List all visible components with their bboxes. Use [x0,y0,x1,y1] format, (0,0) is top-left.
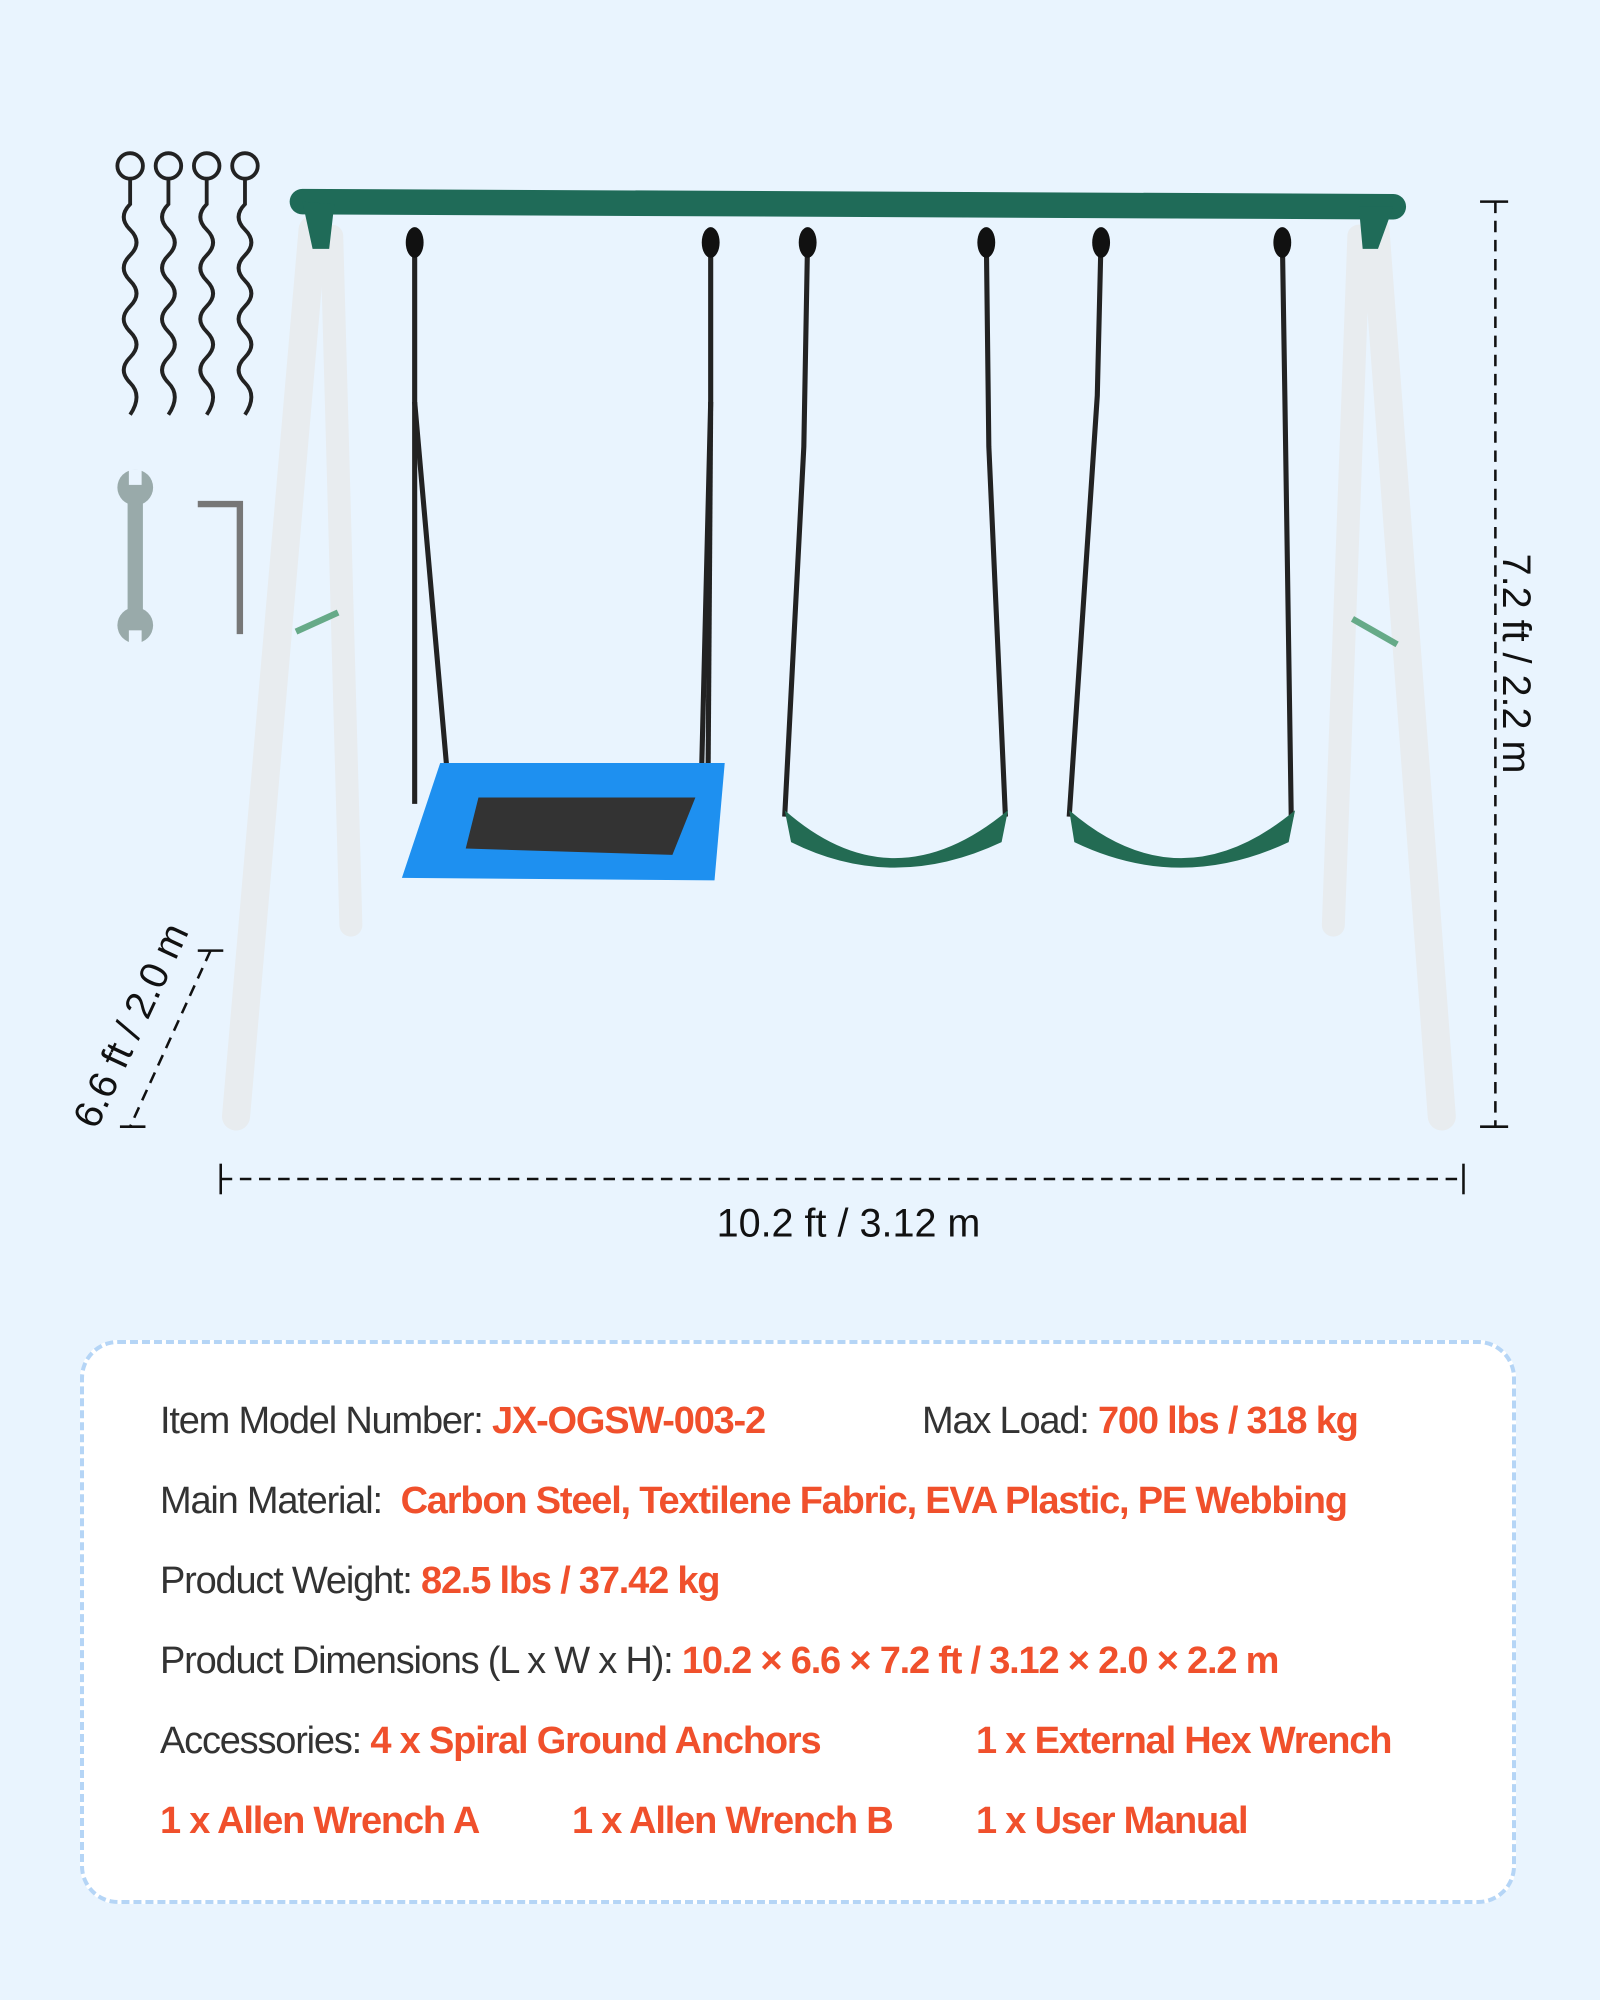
dimensions-label: Product Dimensions (L x W x H): [160,1640,673,1682]
spec-card [80,1340,1516,1904]
width-dimension: 6.6 ft / 2.0 m [64,916,198,1135]
length-dimension: 10.2 ft / 3.12 m [716,1201,981,1246]
dimensions-value: 10.2 × 6.6 × 7.2 ft / 3.12 × 2.0 × 2.2 m [681,1640,1279,1682]
max-load-row [922,1400,1358,1443]
blue-platform-seat [402,763,725,880]
model-value: JX-OGSW-003-2 [492,1400,765,1442]
material-row [160,1480,1347,1523]
accessory-item: 4 x Spiral Ground Anchors [370,1720,821,1762]
ropes [415,236,1292,817]
height-dimension: 7.2 ft / 2.2 m [1494,553,1539,774]
weight-value: 82.5 lbs / 37.42 kg [421,1560,720,1602]
weight-row [160,1560,719,1603]
dimensions-row [160,1640,1278,1683]
belt-seat-2 [1069,810,1295,867]
model-row [160,1400,765,1443]
accessory-item: 1 x Allen Wrench B [572,1800,893,1842]
accessories-label: Accessories: [160,1720,362,1762]
weight-label: Product Weight: [160,1560,412,1602]
accessories-row [160,1720,820,1763]
accessory-item: 1 x User Manual [976,1800,1248,1842]
allen-wrench-icon [198,504,240,634]
accessory-item: 1 x Allen Wrench A [160,1800,480,1842]
top-bar [302,202,1393,207]
model-label: Item Model Number: [160,1400,483,1442]
material-value: Carbon Steel, Textilene Fabric, EVA Plastic, PE Webbing [400,1480,1347,1522]
max-load-value: 700 lbs / 318 kg [1098,1400,1358,1442]
hex-wrench-icon [117,470,153,646]
max-load-label: Max Load: [922,1400,1089,1442]
spiral-anchors-icon [117,153,257,415]
belt-seat-1 [785,810,1008,867]
accessory-item: 1 x External Hex Wrench [976,1720,1392,1762]
material-label: Main Material: [160,1480,382,1522]
